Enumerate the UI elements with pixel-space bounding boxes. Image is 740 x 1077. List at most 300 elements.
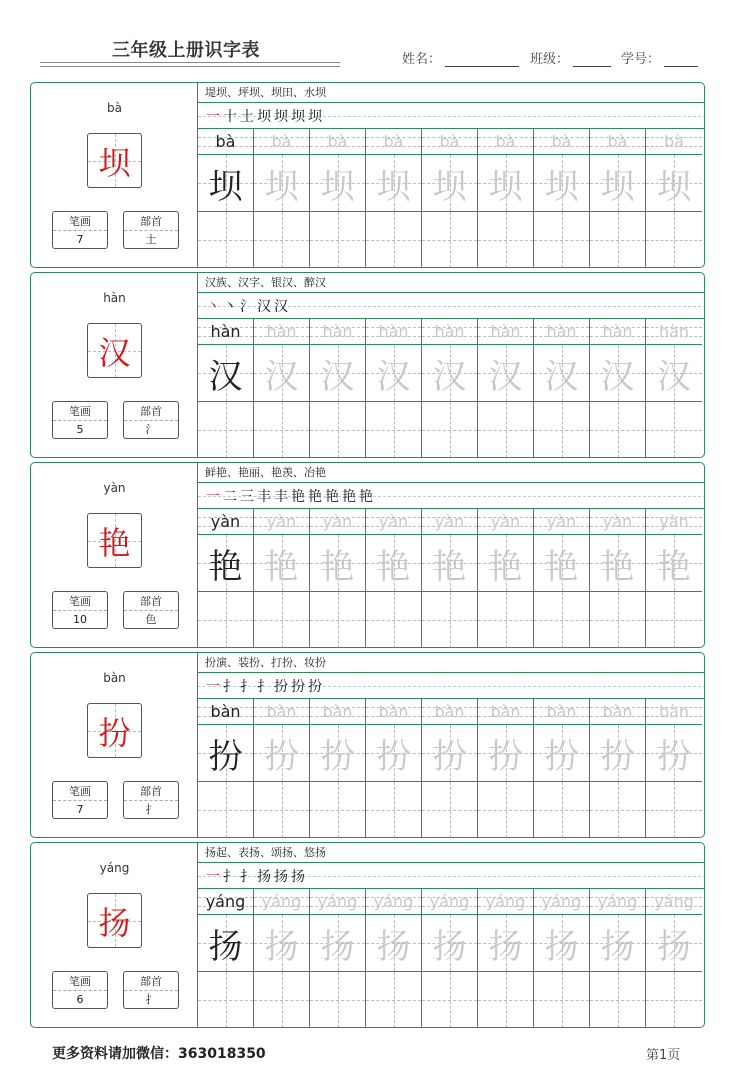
pinyin-cell — [646, 129, 702, 155]
practice-pinyin: yáng — [597, 892, 638, 911]
practice-character: 艳 — [376, 546, 411, 587]
pinyin-cell — [646, 509, 702, 535]
pinyin-cell — [422, 699, 477, 725]
hanzi-cell — [310, 155, 365, 212]
practice-panel — [198, 273, 705, 457]
practice-character: 艳 — [657, 546, 691, 587]
practice-column — [590, 129, 646, 268]
practice-grid — [198, 129, 705, 268]
practice-pinyin: bàn — [434, 702, 465, 721]
stroke-count-label: 笔画 — [53, 212, 107, 231]
practice-pinyin: yàn — [266, 512, 297, 531]
practice-character: 扬 — [376, 926, 411, 967]
hanzi-cell — [534, 915, 589, 972]
hanzi-cell — [254, 155, 309, 212]
practice-column — [366, 699, 422, 838]
pinyin-cell — [366, 699, 421, 725]
practice-pinyin: bàn — [658, 702, 690, 721]
writing-cell[interactable] — [478, 592, 533, 648]
hanzi-cell — [534, 725, 589, 782]
footer-contact: 更多资料请加微信：363018350 — [52, 1046, 266, 1062]
pinyin-cell — [646, 889, 702, 915]
practice-character: 坝 — [432, 166, 467, 207]
practice-pinyin: bà — [215, 132, 236, 151]
stroke-step: 扮 — [291, 678, 304, 695]
writing-cell[interactable] — [310, 782, 365, 838]
hanzi-cell — [646, 535, 702, 592]
character-info-panel — [31, 463, 198, 647]
practice-pinyin: yáng — [373, 892, 414, 911]
radical-value: 氵 — [145, 423, 157, 436]
practice-pinyin: yáng — [317, 892, 358, 911]
writing-cell[interactable] — [254, 782, 309, 838]
pinyin-cell — [534, 889, 589, 915]
radical-value: 扌 — [145, 803, 157, 816]
pinyin-cell — [478, 889, 533, 915]
character-glyph: 扮 — [98, 713, 131, 752]
stroke-step: 扬 — [257, 868, 270, 885]
hanzi-cell — [646, 725, 702, 782]
practice-pinyin: hàn — [658, 322, 690, 341]
hanzi-cell — [366, 345, 421, 402]
practice-column — [478, 509, 534, 648]
page-number: 第1页 — [646, 1048, 681, 1063]
writing-cell[interactable] — [422, 782, 477, 838]
pinyin-cell — [478, 699, 533, 725]
writing-cell[interactable] — [478, 972, 533, 1028]
student-number-field[interactable] — [621, 48, 698, 67]
hanzi-cell — [590, 725, 645, 782]
stroke-count-label: 笔画 — [53, 972, 107, 991]
practice-pinyin: hàn — [602, 322, 633, 341]
practice-column — [534, 319, 590, 458]
stroke-order-row — [198, 483, 705, 509]
practice-panel — [198, 653, 705, 837]
stroke-step: 一 — [206, 678, 219, 695]
practice-character: 汉 — [264, 356, 299, 397]
radical-value: 色 — [145, 613, 157, 626]
title-underline — [40, 62, 340, 63]
writing-cell[interactable] — [646, 592, 702, 648]
practice-character: 扬 — [208, 926, 243, 967]
practice-character: 汉 — [376, 356, 411, 397]
pinyin-cell — [534, 509, 589, 535]
stroke-step: 坝 — [291, 108, 304, 125]
practice-column — [310, 319, 366, 458]
pinyin-cell — [254, 509, 309, 535]
pinyin-cell — [366, 889, 421, 915]
class-label: 班级： — [530, 52, 570, 67]
hanzi-cell — [366, 915, 421, 972]
practice-character: 艳 — [544, 546, 579, 587]
radical-box — [123, 401, 179, 439]
practice-column — [534, 699, 590, 838]
writing-cell[interactable] — [310, 972, 365, 1028]
class-blank[interactable] — [573, 51, 611, 67]
pinyin-cell — [590, 509, 645, 535]
example-words: 汉族、汉字、银汉、醉汉 — [198, 273, 705, 293]
writing-cell[interactable] — [310, 592, 365, 648]
practice-pinyin: bàn — [490, 702, 521, 721]
practice-character: 坝 — [320, 166, 355, 207]
page-title: 三年级上册识字表 — [112, 40, 260, 61]
hanzi-cell — [590, 915, 645, 972]
practice-character: 扮 — [657, 736, 691, 777]
practice-column — [478, 889, 534, 1028]
radical-box — [123, 211, 179, 249]
stroke-step: 汉 — [274, 298, 287, 315]
practice-pinyin: bàn — [210, 702, 241, 721]
practice-column — [366, 509, 422, 648]
practice-column — [422, 889, 478, 1028]
class-field[interactable] — [530, 48, 611, 67]
practice-grid — [198, 509, 705, 648]
hanzi-cell — [198, 345, 253, 402]
stroke-step: 土 — [240, 108, 253, 125]
character-pinyin: yáng — [99, 861, 130, 875]
character-pinyin: hàn — [103, 291, 126, 305]
practice-character: 艳 — [600, 546, 635, 587]
radical-label: 部首 — [124, 592, 178, 611]
hanzi-cell — [590, 345, 645, 402]
practice-pinyin: yáng — [654, 892, 694, 911]
writing-cell[interactable] — [198, 212, 253, 268]
stroke-step: 丶 — [223, 298, 236, 315]
writing-cell[interactable] — [478, 212, 533, 268]
practice-pinyin: bàn — [546, 702, 577, 721]
stroke-order-row — [198, 293, 705, 319]
practice-column — [310, 509, 366, 648]
radical-label: 部首 — [124, 782, 178, 801]
name-field[interactable] — [402, 48, 519, 67]
pinyin-cell — [254, 699, 309, 725]
character-glyph: 汉 — [98, 333, 131, 372]
practice-column — [534, 509, 590, 648]
practice-character: 坝 — [544, 166, 579, 207]
writing-cell[interactable] — [478, 402, 533, 458]
hanzi-cell — [590, 155, 645, 212]
hanzi-cell — [478, 535, 533, 592]
hanzi-cell — [310, 915, 365, 972]
character-glyph: 坝 — [98, 143, 131, 182]
stroke-step: 氵 — [240, 298, 253, 315]
practice-character: 艳 — [432, 546, 467, 587]
practice-column — [422, 129, 478, 268]
writing-cell[interactable] — [254, 592, 309, 648]
stroke-step: 扌 — [240, 678, 253, 695]
stroke-count-box — [52, 211, 108, 249]
writing-cell[interactable] — [198, 592, 253, 648]
writing-cell[interactable] — [590, 972, 645, 1028]
stroke-count-label: 笔画 — [53, 592, 107, 611]
hanzi-cell — [254, 345, 309, 402]
writing-cell[interactable] — [254, 212, 309, 268]
practice-pinyin: yáng — [541, 892, 582, 911]
practice-panel — [198, 463, 705, 647]
writing-cell[interactable] — [590, 402, 645, 458]
writing-cell[interactable] — [198, 972, 253, 1028]
writing-cell[interactable] — [534, 972, 589, 1028]
example-words: 鲜艳、艳丽、艳羡、冶艳 — [198, 463, 705, 483]
practice-column — [198, 509, 254, 648]
stroke-step: 一 — [206, 488, 219, 505]
pinyin-cell — [310, 699, 365, 725]
writing-cell[interactable] — [646, 212, 702, 268]
stroke-count-value: 7 — [76, 233, 84, 246]
practice-pinyin: hàn — [378, 322, 409, 341]
practice-character: 扬 — [320, 926, 355, 967]
practice-pinyin: yáng — [485, 892, 526, 911]
writing-cell[interactable] — [310, 212, 365, 268]
writing-cell[interactable] — [646, 402, 702, 458]
stroke-step: 艳 — [359, 488, 372, 505]
pinyin-cell — [478, 319, 533, 345]
stroke-count-value: 6 — [76, 993, 84, 1006]
practice-column — [422, 699, 478, 838]
writing-cell[interactable] — [534, 212, 589, 268]
stroke-step: 扌 — [223, 868, 236, 885]
writing-cell[interactable] — [366, 212, 421, 268]
practice-character: 汉 — [320, 356, 355, 397]
writing-cell[interactable] — [366, 782, 421, 838]
writing-cell[interactable] — [534, 402, 589, 458]
practice-grid — [198, 699, 705, 838]
hanzi-cell — [198, 535, 253, 592]
character-glyph: 艳 — [98, 523, 131, 562]
practice-character: 坝 — [600, 166, 635, 207]
stroke-step: 十 — [223, 108, 236, 125]
stroke-step: 丰 — [274, 488, 287, 505]
stroke-count-box — [52, 781, 108, 819]
practice-pinyin: yáng — [261, 892, 302, 911]
writing-cell[interactable] — [534, 782, 589, 838]
practice-pinyin: bàn — [378, 702, 409, 721]
character-info-panel — [31, 273, 198, 457]
practice-column — [254, 129, 310, 268]
writing-cell[interactable] — [534, 592, 589, 648]
pinyin-cell — [198, 889, 253, 915]
stroke-count-value: 5 — [76, 423, 84, 436]
pinyin-cell — [366, 319, 421, 345]
hanzi-cell — [254, 535, 309, 592]
name-blank[interactable] — [445, 51, 519, 67]
stroke-count-label: 笔画 — [53, 402, 107, 421]
practice-pinyin: yàn — [322, 512, 353, 531]
hanzi-cell — [198, 155, 253, 212]
practice-column — [366, 129, 422, 268]
stroke-step: 扌 — [257, 678, 270, 695]
pinyin-cell — [646, 319, 702, 345]
practice-pinyin: bàn — [602, 702, 633, 721]
hanzi-cell — [366, 155, 421, 212]
practice-column — [254, 699, 310, 838]
character-pinyin: bà — [107, 101, 122, 115]
character-box — [87, 513, 142, 568]
practice-character: 扮 — [544, 736, 579, 777]
pinyin-cell — [478, 129, 533, 155]
practice-column — [646, 319, 702, 458]
pinyin-cell — [310, 889, 365, 915]
practice-character: 扮 — [376, 736, 411, 777]
practice-character: 汉 — [600, 356, 635, 397]
practice-character: 艳 — [208, 546, 243, 587]
practice-column — [646, 699, 702, 838]
student-number-label: 学号： — [621, 52, 661, 67]
example-words: 扬起、表扬、颂扬、悠扬 — [198, 843, 705, 863]
writing-cell[interactable] — [422, 402, 477, 458]
radical-box — [123, 781, 179, 819]
hanzi-cell — [590, 535, 645, 592]
practice-column — [478, 319, 534, 458]
writing-cell[interactable] — [366, 592, 421, 648]
practice-column — [254, 319, 310, 458]
stroke-step: 艳 — [342, 488, 355, 505]
practice-pinyin: bà — [607, 132, 628, 151]
character-card — [30, 842, 705, 1028]
practice-character: 扬 — [264, 926, 299, 967]
writing-cell[interactable] — [198, 782, 253, 838]
pinyin-cell — [310, 509, 365, 535]
practice-character: 扬 — [544, 926, 579, 967]
hanzi-cell — [366, 535, 421, 592]
practice-column — [422, 319, 478, 458]
title-underline — [40, 66, 340, 67]
practice-column — [198, 319, 254, 458]
pinyin-cell — [254, 129, 309, 155]
pinyin-cell — [590, 699, 645, 725]
practice-character: 坝 — [488, 166, 523, 207]
radical-label: 部首 — [124, 402, 178, 421]
practice-column — [366, 889, 422, 1028]
writing-cell[interactable] — [198, 402, 253, 458]
hanzi-cell — [478, 345, 533, 402]
hanzi-cell — [478, 915, 533, 972]
practice-pinyin: yàn — [602, 512, 633, 531]
practice-pinyin: yàn — [490, 512, 521, 531]
radical-box — [123, 591, 179, 629]
pinyin-cell — [198, 319, 253, 345]
stroke-count-value: 7 — [76, 803, 84, 816]
writing-cell[interactable] — [366, 402, 421, 458]
writing-cell[interactable] — [478, 782, 533, 838]
pinyin-cell — [646, 699, 702, 725]
practice-column — [534, 889, 590, 1028]
practice-column — [646, 889, 702, 1028]
character-card — [30, 272, 705, 458]
practice-column — [198, 699, 254, 838]
character-box — [87, 893, 142, 948]
hanzi-cell — [478, 725, 533, 782]
writing-cell[interactable] — [590, 212, 645, 268]
writing-cell[interactable] — [422, 212, 477, 268]
name-label: 姓名： — [402, 52, 442, 67]
stroke-order-row — [198, 103, 705, 129]
practice-pinyin: bà — [551, 132, 572, 151]
practice-pinyin: yàn — [434, 512, 465, 531]
writing-cell[interactable] — [310, 402, 365, 458]
stroke-count-label: 笔画 — [53, 782, 107, 801]
stroke-step: 一 — [206, 868, 219, 885]
pinyin-cell — [590, 129, 645, 155]
writing-cell[interactable] — [254, 972, 309, 1028]
hanzi-cell — [366, 725, 421, 782]
practice-column — [310, 699, 366, 838]
practice-pinyin: bàn — [266, 702, 297, 721]
pinyin-cell — [422, 889, 477, 915]
practice-column — [310, 129, 366, 268]
practice-pinyin: hàn — [322, 322, 353, 341]
example-words: 堤坝、坪坝、坝田、水坝 — [198, 83, 705, 103]
pinyin-cell — [590, 889, 645, 915]
pinyin-cell — [422, 129, 477, 155]
practice-character: 艳 — [488, 546, 523, 587]
practice-grid — [198, 319, 705, 458]
character-card — [30, 652, 705, 838]
pinyin-cell — [366, 509, 421, 535]
practice-column — [422, 509, 478, 648]
writing-cell[interactable] — [254, 402, 309, 458]
practice-column — [254, 889, 310, 1028]
practice-character: 扮 — [432, 736, 467, 777]
hanzi-cell — [478, 155, 533, 212]
hanzi-cell — [254, 915, 309, 972]
radical-value: 扌 — [145, 993, 157, 1006]
practice-character: 艳 — [264, 546, 299, 587]
writing-cell[interactable] — [646, 972, 702, 1028]
stroke-step: 艳 — [325, 488, 338, 505]
radical-label: 部首 — [124, 212, 178, 231]
writing-cell[interactable] — [590, 592, 645, 648]
practice-character: 艳 — [320, 546, 355, 587]
practice-column — [198, 889, 254, 1028]
stroke-step: 坝 — [257, 108, 270, 125]
writing-cell[interactable] — [422, 592, 477, 648]
character-box — [87, 323, 142, 378]
stroke-count-box — [52, 971, 108, 1009]
hanzi-cell — [254, 725, 309, 782]
stroke-step: 丰 — [257, 488, 270, 505]
practice-column — [254, 509, 310, 648]
student-number-blank[interactable] — [664, 51, 698, 67]
practice-pinyin: yàn — [659, 512, 689, 531]
writing-cell[interactable] — [366, 972, 421, 1028]
pinyin-cell — [590, 319, 645, 345]
practice-character: 扮 — [264, 736, 299, 777]
practice-character: 坝 — [208, 166, 243, 207]
practice-pinyin: bà — [383, 132, 404, 151]
character-box — [87, 133, 142, 188]
practice-column — [646, 129, 702, 268]
stroke-step: 丶 — [206, 298, 219, 315]
practice-pinyin: yáng — [205, 892, 246, 911]
practice-character: 扬 — [657, 926, 691, 967]
writing-cell[interactable] — [646, 782, 702, 838]
example-words: 扮演、装扮、打扮、妆扮 — [198, 653, 705, 673]
stroke-count-box — [52, 401, 108, 439]
character-info-panel — [31, 83, 198, 267]
practice-character: 汉 — [544, 356, 579, 397]
stroke-step: 扮 — [308, 678, 321, 695]
pinyin-cell — [198, 509, 253, 535]
pinyin-cell — [534, 699, 589, 725]
practice-column — [590, 889, 646, 1028]
practice-panel — [198, 83, 705, 267]
writing-cell[interactable] — [422, 972, 477, 1028]
pinyin-cell — [422, 509, 477, 535]
practice-column — [590, 319, 646, 458]
practice-pinyin: yàn — [378, 512, 409, 531]
writing-cell[interactable] — [590, 782, 645, 838]
